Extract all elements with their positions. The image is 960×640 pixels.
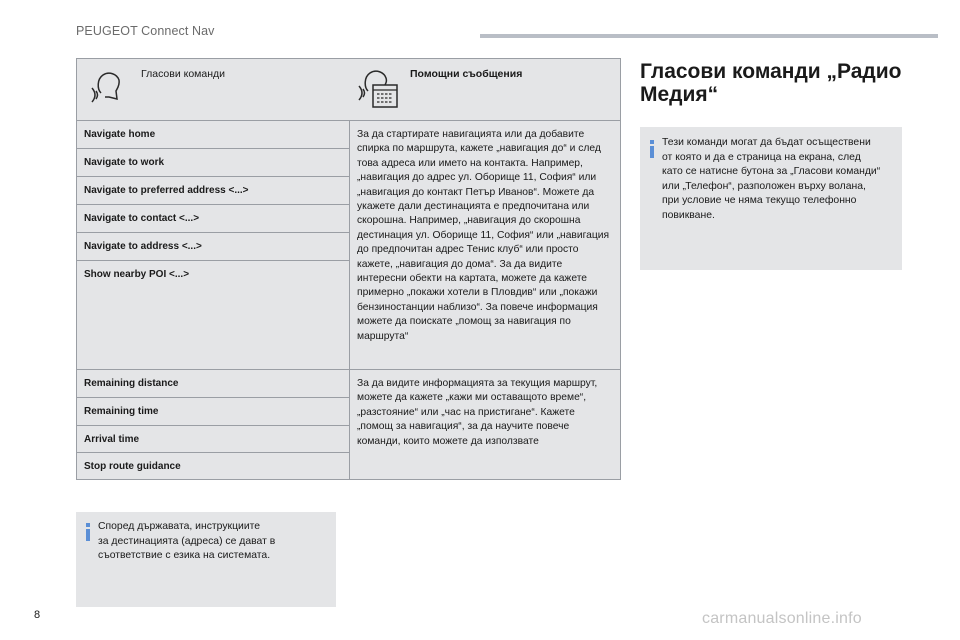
help-line: интересни обекти на картата, можете да кажете bbox=[357, 273, 588, 285]
help-line: кажете, „навигация до дома“. За да видите bbox=[357, 258, 563, 270]
help-line: „навигация до контакт Петър Иванов“. Можете да bbox=[357, 186, 595, 198]
command-label: Show nearby POI <...> bbox=[84, 269, 190, 280]
header-title: PEUGEOT Connect Nav bbox=[76, 24, 215, 38]
help-line: бензиностанции наблизо“. За повече информация bbox=[357, 301, 598, 313]
table-row bbox=[77, 121, 349, 149]
table-row bbox=[77, 233, 349, 261]
info-bar bbox=[650, 146, 654, 158]
help-line: скорошна. Например, „навигация до скорошна bbox=[357, 215, 581, 227]
section-title-line: Гласови команди „Радио bbox=[640, 60, 902, 83]
header-cell-commands bbox=[77, 59, 349, 121]
help-message-navigation bbox=[357, 128, 619, 344]
help-line: „помощ за навигация“, за да научите повече bbox=[357, 421, 570, 433]
help-line: укажете дали дестинацията е предпочитана или bbox=[357, 201, 590, 213]
table-row bbox=[77, 426, 349, 453]
note-line: съответствие с езика на системата. bbox=[98, 550, 271, 561]
table-row bbox=[77, 177, 349, 205]
section-title-line: Медия“ bbox=[640, 83, 719, 106]
command-label: Navigate to address <...> bbox=[84, 241, 202, 252]
header-rule bbox=[480, 34, 938, 38]
help-line: команди, които можете да използвате bbox=[357, 435, 539, 447]
help-line: За да стартирате навигацията или да добавите bbox=[357, 129, 585, 140]
command-label: Navigate to work bbox=[84, 157, 165, 168]
note-text-right bbox=[662, 136, 880, 223]
voice-commands-table bbox=[76, 58, 621, 480]
command-label: Remaining time bbox=[84, 406, 159, 417]
note-line: или „Телефон“, разположен върху волана, bbox=[662, 180, 866, 192]
note-line: като се натисне бутона за „Гласови команди“ bbox=[662, 166, 881, 177]
info-bar bbox=[86, 529, 90, 541]
help-line: до предпочитан адрес Тенис клуб“ или просто bbox=[357, 244, 579, 256]
help-line: „навигация до адрес ул. Оборище 11, София“ или bbox=[357, 172, 597, 184]
table-row bbox=[77, 205, 349, 233]
help-message-route-info bbox=[357, 377, 619, 449]
watermark: carmanualsonline.info bbox=[702, 610, 862, 627]
note-line: Тези команди могат да бъдат осъществени bbox=[662, 137, 871, 148]
command-label: Navigate to contact <...> bbox=[84, 213, 200, 224]
note-line: от която и да е страница на екрана, след bbox=[662, 151, 861, 163]
table-row bbox=[77, 398, 349, 426]
help-line: можете да поискате „помощ за навигация по bbox=[357, 316, 571, 328]
table-row bbox=[77, 149, 349, 177]
help-line: примерно „покажи хотели в Пловдив“ или „покажи bbox=[357, 287, 598, 299]
header-cell-help bbox=[350, 59, 621, 121]
note-box-right bbox=[640, 127, 902, 270]
header-label-commands: Гласови команди bbox=[141, 68, 226, 80]
info-marker-icon bbox=[86, 523, 90, 527]
column-divider bbox=[349, 59, 350, 479]
note-line: повикване. bbox=[662, 209, 715, 221]
info-marker-icon bbox=[650, 140, 654, 144]
command-label: Arrival time bbox=[84, 434, 140, 445]
table-row bbox=[77, 370, 349, 398]
command-label: Stop route guidance bbox=[84, 461, 181, 472]
header-label-help: Помощни съобщения bbox=[410, 68, 523, 80]
help-line: маршрута“ bbox=[357, 330, 409, 342]
help-line: можете да кажете „кажи ми оставащото време“, bbox=[357, 392, 587, 404]
help-line: За да видите информацията за текущия маршрут, bbox=[357, 378, 598, 389]
help-line: дестинация ул. Оборище 11, София“ или „навигация bbox=[357, 229, 610, 241]
voice-command-icon bbox=[87, 67, 123, 112]
section-title bbox=[640, 60, 902, 106]
page-number: 8 bbox=[34, 609, 41, 621]
command-label: Remaining distance bbox=[84, 378, 179, 389]
help-messages-icon bbox=[356, 67, 400, 116]
help-line: спирка по маршрута, кажете „навигация до“ и след bbox=[357, 143, 601, 155]
help-line: „разстояние“ или „час на пристигане“. Кажете bbox=[357, 406, 575, 418]
command-label: Navigate to preferred address <...> bbox=[84, 185, 249, 196]
table-row bbox=[77, 453, 349, 479]
note-text-left bbox=[98, 520, 275, 564]
help-line: това адреса или името на контакта. Например, bbox=[357, 157, 583, 169]
note-box-left bbox=[76, 512, 336, 607]
note-line: за дестинацията (адреса) се дават в bbox=[98, 535, 276, 547]
note-line: при условие че няма текущо телефонно bbox=[662, 195, 857, 206]
table-row bbox=[77, 261, 349, 371]
note-line: Според държавата, инструкциите bbox=[98, 521, 261, 532]
command-label: Navigate home bbox=[84, 129, 156, 140]
table-header-row bbox=[77, 59, 620, 121]
